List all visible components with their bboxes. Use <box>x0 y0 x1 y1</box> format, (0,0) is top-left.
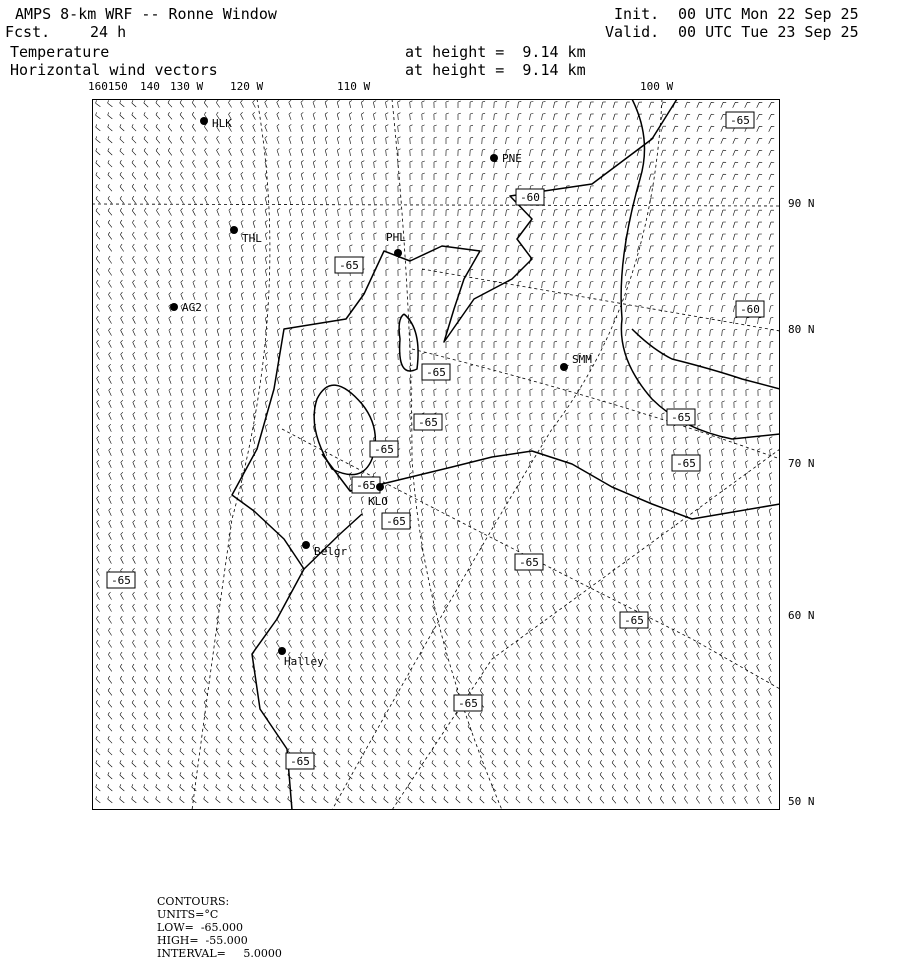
contour-label <box>335 257 363 273</box>
station-label: KLO <box>368 495 388 508</box>
contour-label <box>516 189 544 205</box>
contour-label <box>454 695 482 711</box>
contour-label-text: -65 <box>676 457 696 470</box>
contours-low: LOW= -65.000 <box>157 921 244 934</box>
lon-label: 160150 <box>88 80 128 93</box>
contour-label-text: -65 <box>519 556 539 569</box>
contour-label <box>672 455 700 471</box>
contour-label <box>422 364 450 380</box>
station-label: HLK <box>212 117 232 130</box>
contour-label-text: -65 <box>624 614 644 627</box>
station-marker <box>200 117 208 125</box>
contour-label <box>286 753 314 769</box>
station-label: SMM <box>572 353 592 366</box>
contour-label-text: -65 <box>458 697 478 710</box>
contour-label-text: -65 <box>671 411 691 424</box>
map-title: AMPS 8-km WRF -- Ronne Window <box>15 5 277 23</box>
contour-label <box>370 441 398 457</box>
valid-label: Valid. <box>605 23 660 41</box>
contour-label <box>515 554 543 570</box>
contours-interval: INTERVAL= 5.0000 <box>157 947 282 960</box>
lat-label: 80 N <box>788 323 815 336</box>
station-marker <box>278 647 286 655</box>
contour-label-text: -65 <box>339 259 359 272</box>
lat-label: 90 N <box>788 197 815 210</box>
contour-label <box>736 301 764 317</box>
lon-label: 100 W <box>640 80 674 93</box>
lat-label: 70 N <box>788 457 815 470</box>
valid-time: 00 UTC Tue 23 Sep 25 <box>678 23 859 41</box>
contours-high: HIGH= -55.000 <box>157 934 248 947</box>
lon-label: 130 W <box>170 80 204 93</box>
station-marker <box>376 483 384 491</box>
contour-label <box>107 572 135 588</box>
station-label: PNE <box>502 152 522 165</box>
contour-label-text: -65 <box>418 416 438 429</box>
lat-label: 60 N <box>788 609 815 622</box>
contour-label <box>352 477 380 493</box>
contour-label <box>414 414 442 430</box>
lon-label: 110 W <box>337 80 371 93</box>
station-label: Halley <box>284 655 324 668</box>
contour-label-text: -65 <box>730 114 750 127</box>
station-marker <box>302 541 310 549</box>
field-wind: Horizontal wind vectors <box>10 61 218 79</box>
contour-legend <box>150 882 300 960</box>
field-temperature-height: at height = 9.14 km <box>405 43 586 61</box>
contour-label <box>382 513 410 529</box>
field-wind-height: at height = 9.14 km <box>405 61 586 79</box>
contour-label-text: -65 <box>374 443 394 456</box>
init-time: 00 UTC Mon 22 Sep 25 <box>678 5 859 23</box>
station-marker <box>230 226 238 234</box>
contour-label <box>667 409 695 425</box>
contour-label-text: -65 <box>386 515 406 528</box>
station-marker <box>560 363 568 371</box>
station-marker <box>394 249 402 257</box>
station-label: THL <box>242 232 262 245</box>
contours-units: UNITS=°C <box>157 908 219 921</box>
contour-label-text: -65 <box>356 479 376 492</box>
station-label: Belgr <box>314 545 348 558</box>
forecast-label: Fcst. <box>5 23 51 41</box>
field-temperature: Temperature <box>10 43 110 61</box>
contour-label <box>726 112 754 128</box>
station-marker <box>490 154 498 162</box>
contour-label-text: -60 <box>520 191 540 204</box>
contour-label-text: -65 <box>426 366 446 379</box>
contour-label-text: -65 <box>111 574 131 587</box>
station-label: PHL <box>386 231 406 244</box>
map-panel <box>92 99 780 810</box>
init-label: Init. <box>614 5 660 23</box>
station-label: AG2 <box>182 301 202 314</box>
contours-label: CONTOURS: <box>157 895 230 908</box>
contour-label-text: -65 <box>290 755 310 768</box>
lon-label: 140 <box>140 80 160 93</box>
lon-label: 120 W <box>230 80 264 93</box>
contour-label-text: -60 <box>740 303 760 316</box>
lat-label: 50 N <box>788 795 815 808</box>
station-marker <box>170 303 178 311</box>
forecast-hour: 24 h <box>90 23 127 41</box>
contour-label <box>620 612 648 628</box>
